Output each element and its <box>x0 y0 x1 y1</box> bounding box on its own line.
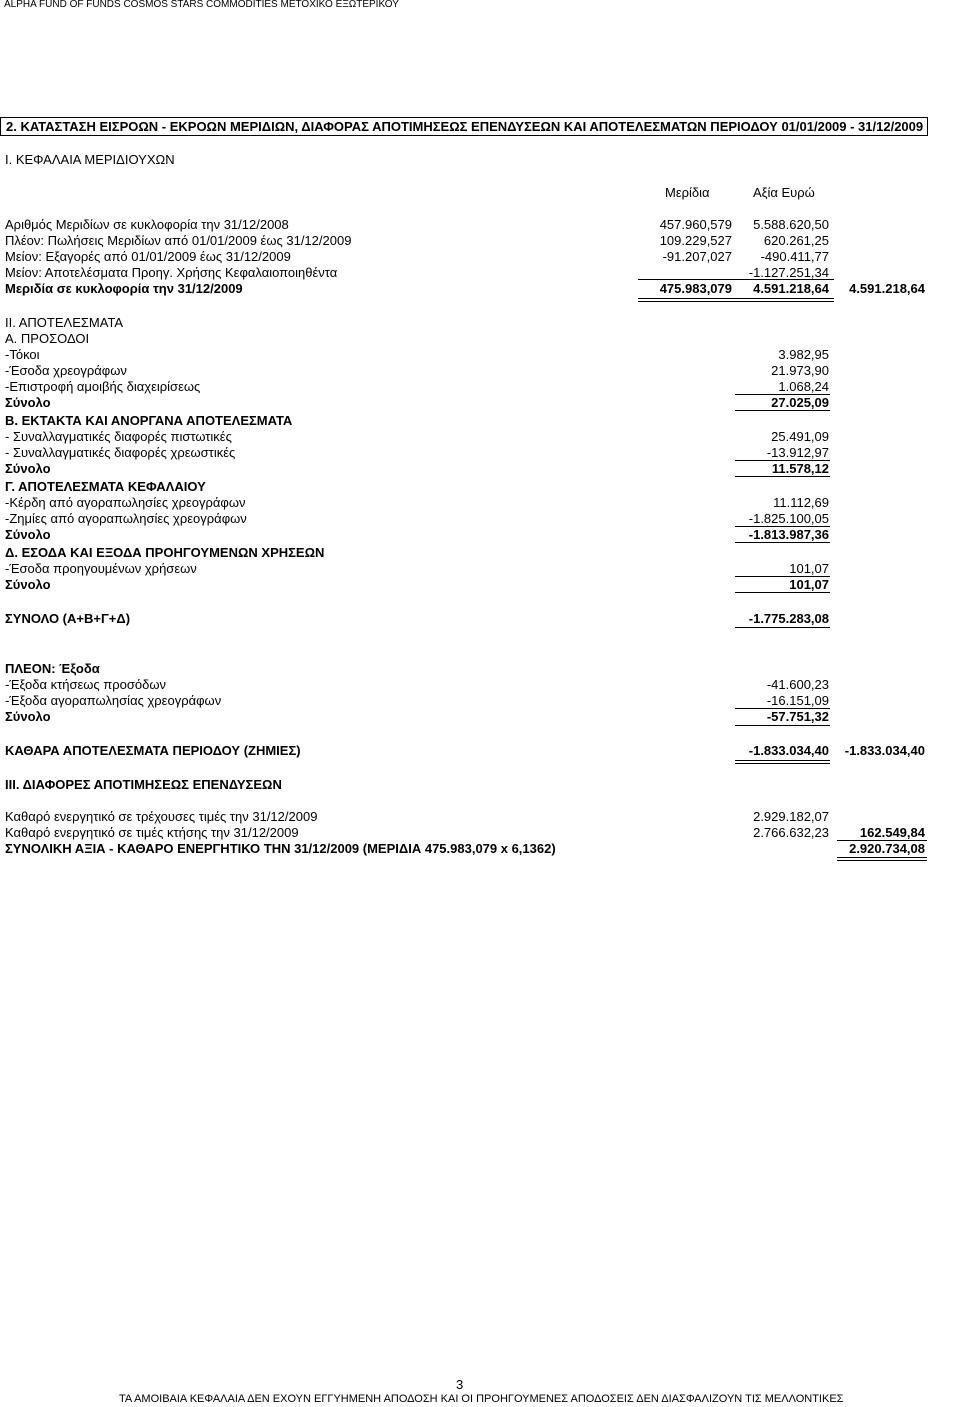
item-label: -Επιστροφή αμοιβής διαχειρίσεως <box>5 379 201 394</box>
col-header-value: Αξία Ευρώ <box>753 185 815 200</box>
net-result-value-carried: -1.833.034,40 <box>844 743 925 758</box>
net-result-label: ΚΑΘΑΡΑ ΑΠΟΤΕΛΕΣΜΑΤΑ ΠΕΡΙΟΔΟΥ (ΖΗΜΙΕΣ) <box>5 743 301 758</box>
item-value: 2.929.182,07 <box>753 809 829 824</box>
section-title-bar <box>0 117 928 136</box>
item-label: - Συναλλαγματικές διαφορές πιστωτικές <box>5 429 232 444</box>
page-number: 3 <box>456 1377 464 1392</box>
total-units: 475.983,079 <box>659 281 732 296</box>
total-value-carried: 4.591.218,64 <box>849 281 925 296</box>
net-result-value: -1.833.034,40 <box>748 743 829 758</box>
item-value: 21.973,90 <box>771 363 829 378</box>
part1-heading: Ι. ΚΕΦΑΛΑΙΑ ΜΕΡΙΔΙΟΥΧΩΝ <box>5 152 175 167</box>
item-label: -Έξοδα αγοραπωλησίας χρεογράφων <box>5 693 222 708</box>
subtotal-label: Σύνολο <box>5 461 51 476</box>
subtotal-value: -57.751,32 <box>766 709 829 724</box>
rule <box>638 279 834 280</box>
double-rule <box>735 760 830 764</box>
row-value: -1.127.251,34 <box>748 265 829 280</box>
item-label: -Τόκοι <box>5 347 40 362</box>
rule <box>735 627 830 628</box>
subtotal-value: 27.025,09 <box>771 395 829 410</box>
total-value: 4.591.218,64 <box>753 281 829 296</box>
section-b-heading: Β. ΕΚΤΑΚΤΑ ΚΑΙ ΑΝΟΡΓΑΝΑ ΑΠΟΤΕΛΕΣΜΑΤΑ <box>5 413 293 428</box>
subtotal-value: 101,07 <box>789 577 829 592</box>
grand-total-label: ΣΥΝΟΛΟ (Α+Β+Γ+Δ) <box>5 611 131 626</box>
row-value: 5.588.620,50 <box>753 217 829 232</box>
col-header-units: Μερίδια <box>665 185 710 200</box>
section-title: 2. ΚΑΤΑΣΤΑΣΗ ΕΙΣΡΟΩΝ - ΕΚΡΟΩΝ ΜΕΡΙΔΙΩΝ, ΔΙΑΦΟΡΑΣ ΑΠΟΤΙΜΗΣΕΩΣ ΕΠΕΝΔΥΣΕΩΝ ΚΑΙ ΑΠΟΤΕΛΕΣΜΑΤΩΝ ΠΕΡΙΟΔΟΥ 01/01/2009 - 31/12/2009 <box>6 119 924 134</box>
row-label: Μείον: Αποτελέσματα Προηγ. Χρήσης Κεφαλαιοποιηθέντα <box>5 265 338 280</box>
item-value: 2.766.632,23 <box>753 825 829 840</box>
item-label: -Ζημίες από αγοραπωλησίες χρεογράφων <box>5 511 247 526</box>
item-label: -Κέρδη από αγοραπωλησίες χρεογράφων <box>5 495 246 510</box>
item-label: -Έσοδα χρεογράφων <box>5 363 127 378</box>
subtotal-label: Σύνολο <box>5 709 51 724</box>
item-value: 25.491,09 <box>771 429 829 444</box>
net-asset-total-value: 2.920.734,08 <box>849 841 925 856</box>
rule <box>735 410 830 411</box>
subtotal-label: Σύνολο <box>5 577 51 592</box>
row-units: 457.960,579 <box>659 217 732 232</box>
valuation-difference-value: 162.549,84 <box>859 825 925 840</box>
net-asset-total-label: ΣΥΝΟΛΙΚΗ ΑΞΙΑ - ΚΑΘΑΡΟ ΕΝΕΡΓΗΤΙΚΟ ΤΗΝ 31/12/2009 (ΜΕΡΙΔΙΑ 475.983,079 x 6,1362) <box>5 841 556 856</box>
item-label: -Έσοδα προηγουμένων χρήσεων <box>5 561 197 576</box>
row-units: -91.207,027 <box>662 249 732 264</box>
grand-total-value: -1.775.283,08 <box>748 611 829 626</box>
item-value: 101,07 <box>789 561 829 576</box>
total-label: Μεριδία σε κυκλοφορία την 31/12/2009 <box>5 281 243 296</box>
row-label: Αριθμός Μεριδίων σε κυκλοφορία την 31/12/2008 <box>5 217 289 232</box>
item-value: -1.825.100,05 <box>748 511 829 526</box>
row-value: 620.261,25 <box>763 233 829 248</box>
section-d-heading: Δ. ΕΣΟΔΑ ΚΑΙ ΕΞΟΔΑ ΠΡΟΗΓΟΥΜΕΝΩΝ ΧΡΗΣΕΩΝ <box>5 545 325 560</box>
item-value: 11.112,69 <box>773 495 829 510</box>
item-label: Καθαρό ενεργητικό σε τιμές κτήσης την 31/12/2009 <box>5 825 299 840</box>
item-value: 1.068,24 <box>778 379 829 394</box>
footer-disclaimer: ΤΑ ΑΜΟΙΒΑΙΑ ΚΕΦΑΛΑΙΑ ΔΕΝ ΕΧΟΥΝ ΕΓΓΥΗΜΕΝΗ ΑΠΟΔΟΣΗ ΚΑΙ ΟΙ ΠΡΟΗΓΟΥΜΕΝΕΣ ΑΠΟΔΟΣΕΙΣ ΔΕΝ ΔΙΑΣΦΑΛΙΖΟΥΝ ΤΙΣ ΜΕΛΛΟΝΤΙΚΕΣ <box>119 1393 844 1405</box>
item-value: -16.151,09 <box>766 693 829 708</box>
row-label: Μείον: Εξαγορές από 01/01/2009 έως 31/12/2009 <box>5 249 291 264</box>
subtotal-label: Σύνολο <box>5 527 51 542</box>
rule <box>735 725 830 726</box>
fund-name-header: ALPHA FUND OF FUNDS COSMOS STARS COMMODITIES ΜΕΤΟΧΙΚΟ ΕΞΩΤΕΡΙΚΟΥ <box>4 0 399 10</box>
part2-heading: ΙΙ. ΑΠΟΤΕΛΕΣΜΑΤΑ <box>5 315 124 330</box>
section-a-heading: Α. ΠΡΟΣΟΔΟΙ <box>5 331 90 346</box>
item-label: - Συναλλαγματικές διαφορές χρεωστικές <box>5 445 236 460</box>
part3-heading: ΙΙΙ. ΔΙΑΦΟΡΕΣ ΑΠΟΤΙΜΗΣΕΩΣ ΕΠΕΝΔΥΣΕΩΝ <box>5 777 282 792</box>
rule <box>735 592 830 593</box>
expenses-heading: ΠΛΕΟΝ: Έξοδα <box>5 661 100 676</box>
row-units: 109.229,527 <box>659 233 732 248</box>
double-rule <box>638 298 834 302</box>
section-c-heading: Γ. ΑΠΟΤΕΛΕΣΜΑΤΑ ΚΕΦΑΛΑΙΟΥ <box>5 479 206 494</box>
subtotal-value: -1.813.987,36 <box>748 527 829 542</box>
double-rule <box>837 857 927 861</box>
item-value: 3.982,95 <box>778 347 829 362</box>
item-label: -Έξοδα κτήσεως προσόδων <box>5 677 167 692</box>
subtotal-label: Σύνολο <box>5 395 51 410</box>
row-label: Πλέον: Πωλήσεις Μεριδίων από 01/01/2009 έως 31/12/2009 <box>5 233 352 248</box>
item-label: Καθαρό ενεργητικό σε τρέχουσες τιμές την 31/12/2009 <box>5 809 318 824</box>
item-value: -41.600,23 <box>766 677 829 692</box>
row-value: -490.411,77 <box>760 249 829 264</box>
subtotal-value: 11.578,12 <box>771 461 829 476</box>
rule <box>735 542 830 543</box>
item-value: -13.912,97 <box>766 445 829 460</box>
rule <box>735 476 830 477</box>
